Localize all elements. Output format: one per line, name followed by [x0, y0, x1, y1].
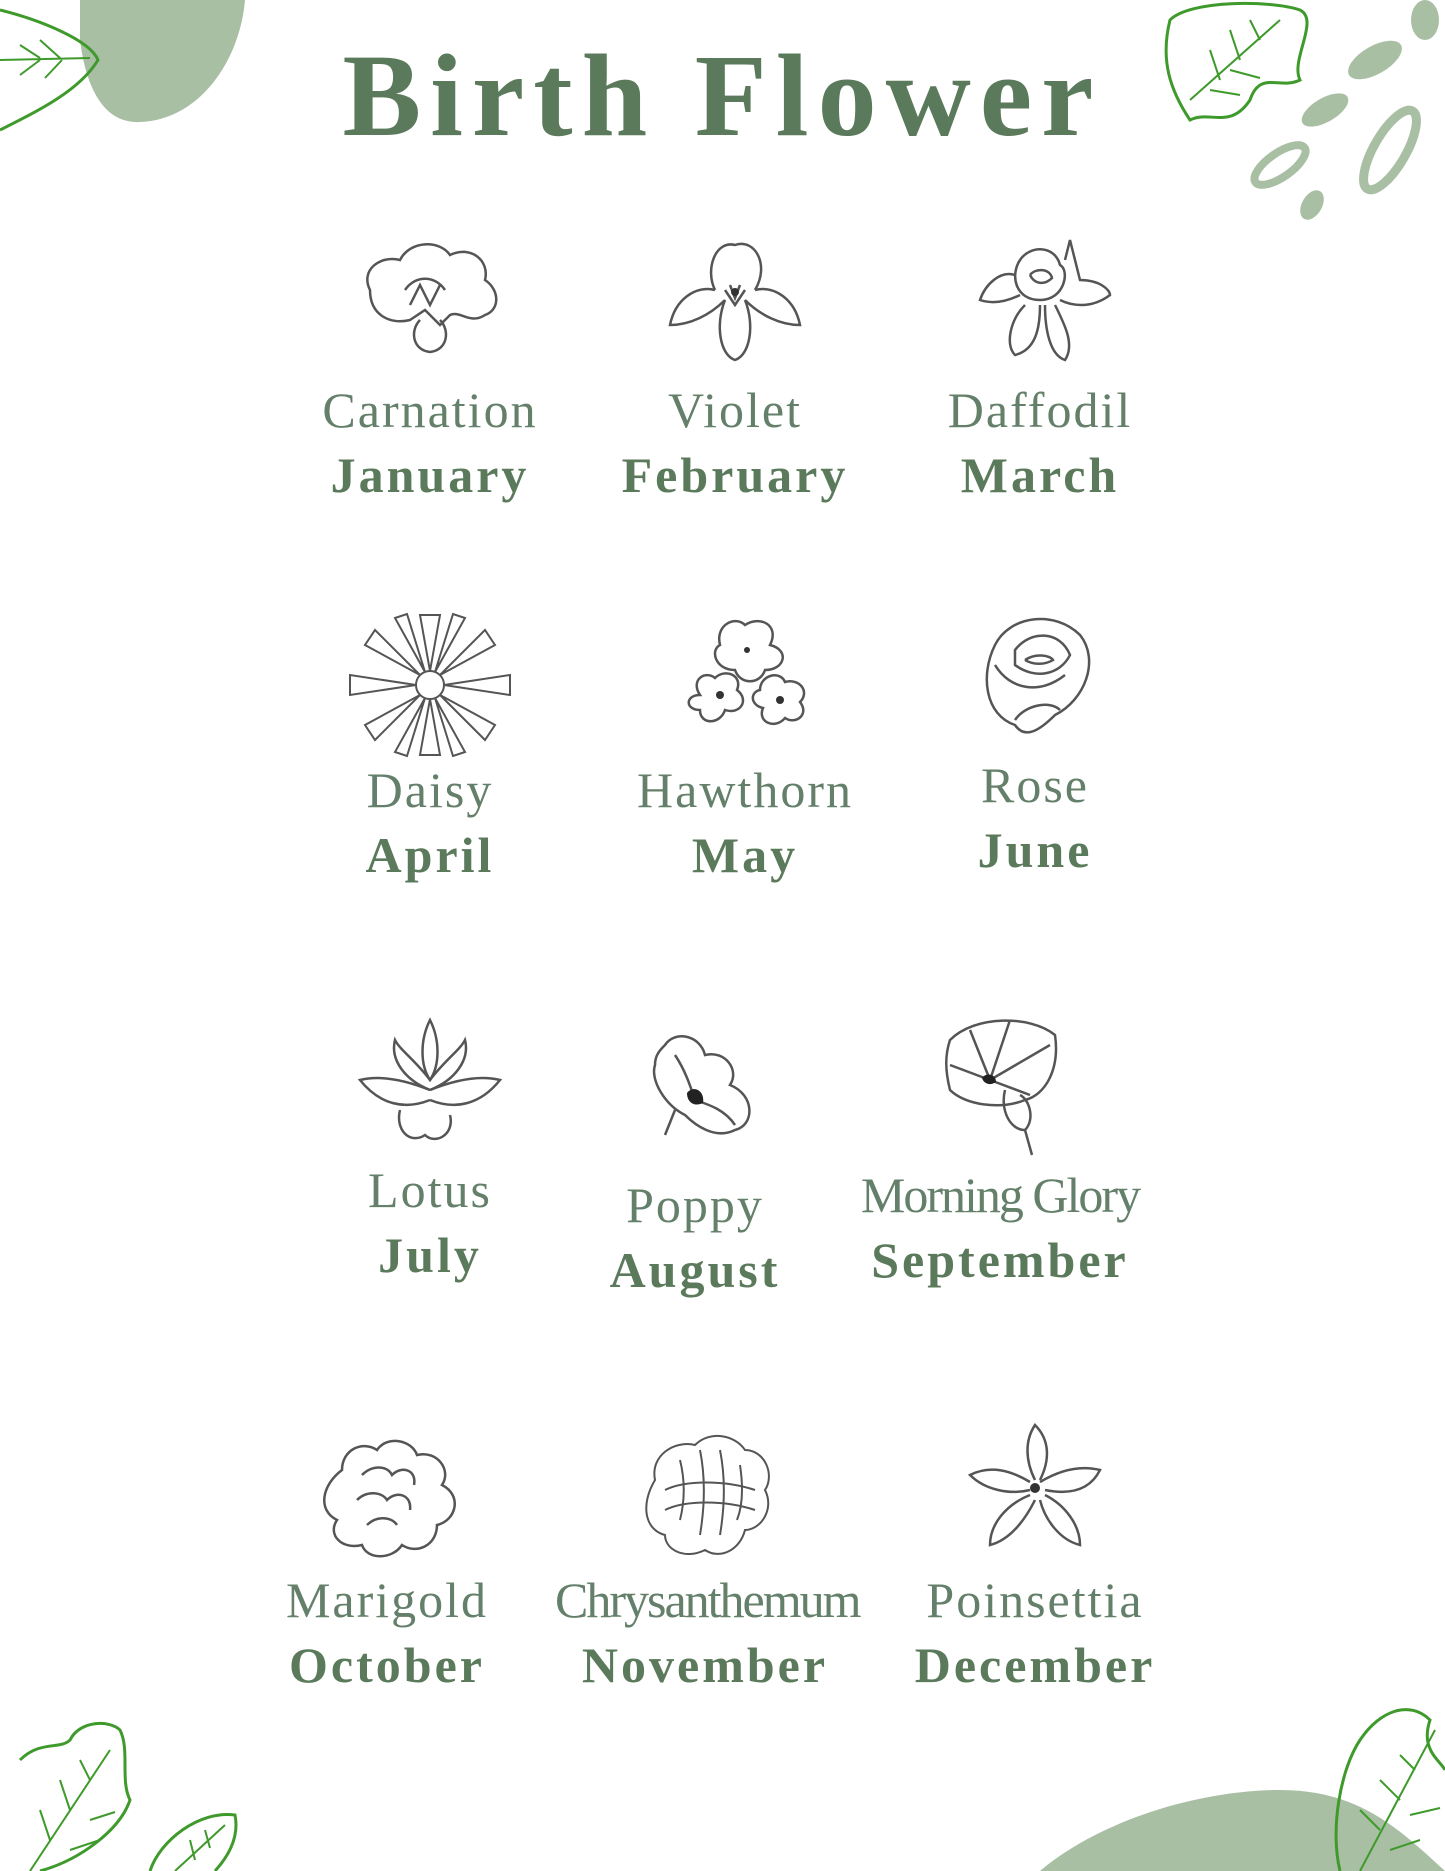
lotus-icon	[345, 1010, 515, 1160]
hawthorn-icon	[665, 610, 825, 760]
flower-name: Lotus	[368, 1162, 492, 1218]
rose-icon	[955, 605, 1115, 755]
flower-name: Daffodil	[947, 382, 1133, 438]
poppy-icon	[615, 1025, 775, 1165]
flower-month: January	[330, 447, 530, 503]
flower-month: April	[365, 827, 495, 883]
flower-month: May	[691, 827, 799, 883]
flower-card-march	[890, 230, 1190, 510]
flower-month: March	[960, 447, 1120, 503]
flower-name: Marigold	[285, 1572, 489, 1628]
flower-card-august	[545, 1025, 845, 1305]
marigold-icon	[302, 1420, 472, 1570]
bottom-left-leaf-decoration	[0, 1700, 260, 1871]
flower-card-april	[280, 610, 580, 890]
flower-card-december	[885, 1420, 1185, 1700]
poinsettia-icon	[955, 1420, 1115, 1570]
flower-month: November	[581, 1637, 829, 1693]
flower-name: Chrysanthemum	[555, 1572, 860, 1628]
chrysanthemum-icon	[625, 1420, 785, 1570]
flower-name: Poppy	[626, 1177, 764, 1233]
flower-name: Carnation	[322, 382, 538, 438]
flower-month: December	[914, 1637, 1156, 1693]
flower-name: Violet	[668, 382, 802, 438]
flower-name: Morning Glory	[860, 1167, 1140, 1223]
daisy-icon	[345, 610, 515, 760]
flower-month: July	[378, 1227, 482, 1283]
flower-card-november	[555, 1420, 860, 1700]
flower-name: Daisy	[366, 762, 494, 818]
flower-card-october	[237, 1420, 537, 1700]
flower-card-june	[885, 605, 1185, 885]
daffodil-icon	[960, 230, 1120, 380]
flower-card-february	[585, 230, 885, 510]
violet-icon	[655, 230, 815, 380]
flower-month: February	[621, 447, 849, 503]
flower-name: Rose	[981, 757, 1089, 813]
carnation-icon	[350, 230, 510, 380]
morning-glory-icon	[920, 1010, 1080, 1165]
flower-card-july	[280, 1010, 580, 1290]
page-title: Birth Flower	[342, 30, 1103, 161]
flower-month: October	[289, 1637, 485, 1693]
flower-card-may	[595, 610, 895, 890]
flower-month: August	[609, 1242, 781, 1298]
flower-month: June	[977, 822, 1093, 878]
flower-card-january	[280, 230, 580, 510]
flower-name: Hawthorn	[637, 762, 853, 818]
flower-card-september	[845, 1010, 1155, 1295]
bottom-right-leaf-decoration	[1040, 1690, 1445, 1871]
flower-month: September	[871, 1232, 1129, 1288]
flower-name: Poinsettia	[926, 1572, 1144, 1628]
